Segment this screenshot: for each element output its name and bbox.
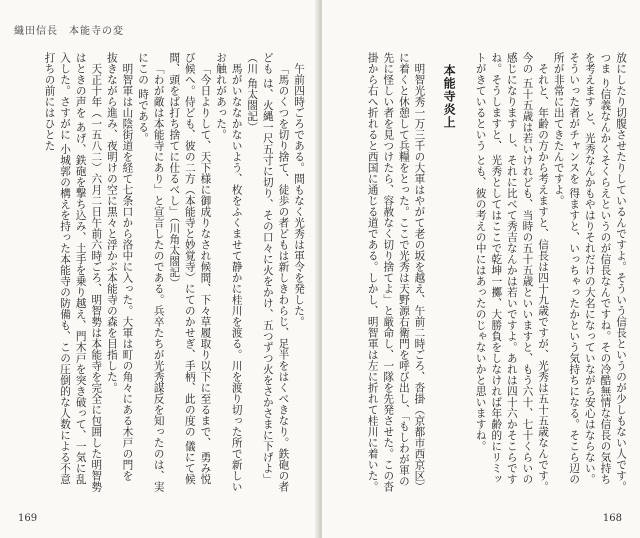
left-page [0,0,318,538]
paragraph: 明智軍は山陰街道を経て七条口から洛中に入った。大軍は町の角々にある木戸の門を 抜きながら進み、夜明けの空に黒々と浮かぶ本能寺の森を目指した。 [105,52,134,481]
paragraph: 「わが敵は本能寺にあり」と宣言したのである。兵卒たちが光秀謀反を知ったのは、実にこの 時である。 [137,52,165,492]
paragraph: それと、年齢の方から考えますと、信長は四十九歳ですが、光秀は五十五歳なんです。今の 五十五歳は若いけれども、当時の五十五歳といいますと、もう六十、七十くらいの感じになります し、それに比べて秀吉なんかは若いですよ。あれは四十六かそこらですね。そうしますと、 光秀としてはここで乾坤一擲、大勝負をしなければ年齢的にリミットがきているという とも、彼の考えの中にはあったのじゃないかと思いますね。 [474,52,550,492]
paragraph: 明智光秀一万三千の大軍はやがて老の坂を越え、午前二時ごろ、沓掛（京都市西京区）に着くと休憩して兵糧をとった。ここで光秀は天野源右衛門を呼び出し、「もしわが軍の 先に怪しい者を見つけたら、容赦なく切り捨てよ」と厳命し、一隊を先発させた。この沓 掛から右へ折れると西国に通じる道である。しかし、明智軍は左に折れて桂川に着いた。 [366,52,426,492]
running-head: 織田信長 本能寺の変 [14,26,124,37]
paragraph: 午前四時ごろである。間もなく光秀は軍令を発した。 [293,62,305,327]
left-body-text [16,52,306,494]
paragraph: 「馬のくつを切り捨て、徒歩の者どもは新しきわらじ、足半をはくべきなり。鉄砲の者ども は、火縄一尺五寸に切り、その口々に火をかけ、五つずつ火をさかさまに下げよ」（川 角太閤記） [246,52,290,492]
page-number: 168 [602,513,622,524]
paragraph: 馬がいななかないよう、枚をふくませて静かに桂川を渡る。川を渡り切った所で新しい お触れがあった。 [215,52,243,492]
right-page [322,0,640,538]
section-heading: 本能寺炎上 [442,64,457,129]
paragraph: 「今日よりして、天下様に御成りなされ候間、下々草履取り以下に至るまで、 勇み悦び候へ。侍ども、彼の二方（本能寺と妙覚寺）にてのかせぎ、手柄、此の度の 儀にて候間、頭をば打ち捨てに仕るべし」（川角太閤記） [168,52,212,485]
page-number: 169 [18,513,38,524]
right-body-text [328,52,628,494]
paragraph: 放にしたり切腹させたりしているんですよ。そういう信長というのが少しもない人です。つま り信義なんかくそくらえというのが信長なんですね。その冷酷無情な信長の気持ちを考えます と、光秀なんかもやはりそれだけの大名になっていながら安心はならない。そういった者がチャンスを 得ますと、いっちゃったかという気持ちになる。そこら辺の所が非常に出てきたんですよ。 [552,52,627,492]
paragraph: 天正十年（一五八二）六月二日午前六時ごろ、明智勢は本能寺を完全に包囲した明智勢はときの声を あげ、鉄砲を撃ち込み、土手を乗り越え、門木戸を突き破って、一気に乱入した。さすがに 小城郭の構えを持った本能寺の防備も、この圧倒的な人数による不意打ちの前にはひとた [43,52,103,492]
